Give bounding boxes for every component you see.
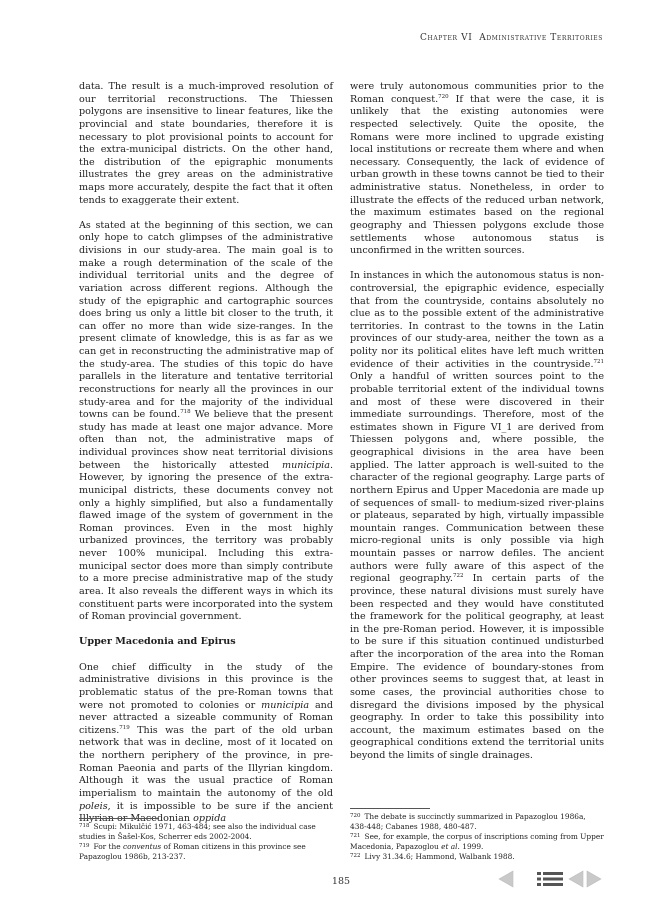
right-column [350, 81, 604, 775]
footnote-ref[interactable]: 721 [593, 358, 604, 365]
footnote: $^{720}$ The debate is succinctly summarized in Papazoglou 1986a, 438-448; Cabanes 1988, 480-487. [350, 812, 586, 831]
footnote: $^{721}$ See, for example, the corpus of inscriptions coming from Upper Macedonia, Papazoglou et al. 1999. [350, 832, 604, 851]
footnote-ref[interactable]: 720 [438, 93, 449, 100]
table-of-contents-icon[interactable] [537, 872, 563, 886]
section-heading: Upper Macedonia and Epirus [79, 636, 236, 648]
page-navigation [497, 868, 607, 890]
paragraph: As stated at the beginning of this section, we can only hope to catch glimpses of the administrative divisions in our study-area. The main goal is to make a rough determination of the scale of the individual territorial units and the degree of variation across different regions. Although the study of the epigraphic and cartographic sources does bring us only a little bit closer to the truth, it can offer no more than wide size-ranges. In the present climate of knowledge, this is as far as we can get in reconstructing the administrative map of the study-area. The studies of this topic do have parallels in the literature and tentative territorial reconstructions for nearly all the provinces in our study-area and for the majority of the individual towns can be found.$^{718}$ We believe that the present study has made at least one major advance. More often than not, the administrative maps of individual provinces show neat territorial divisions between the historically attested municipia. However, by ignoring the presence of the extra-municipal districts, these documents convey not only a highly simplified, but also a fundamentally flawed image of the system of government in the Roman provinces. Even in the most highly urbanized provinces, the territory was probably never 100% municipal. Including this extra-municipal sector does more than simply contribute to a more precise administrative map of the study area. It also reveals the different ways in which its constituent parts were incorporated into the system of Roman provincial government. [79, 219, 333, 623]
page-number: 185 [331, 876, 351, 887]
paragraph: were truly autonomous communities prior to the Roman conquest.$^{720}$ If that were the case, it is unlikely that the existing autonomies were respected selectively. Quite the oposite, the Romans were more inclined to upgrade existing local institutions or recreate them where and when necessary. Consequently, the lack of evidence of urban growth in these towns cannot be tied to their administrative status. Nonetheless, in order to illustrate the effects of the reduced urban network, the maximum estimates based on the regional geography and Thiessen polygons exclude those settlements whose autonomous status is unconfirmed in the written sources. [350, 81, 604, 257]
footnotes-right [350, 808, 604, 863]
paragraph: One chief difficulty in the study of the administrative divisions in this province is the problematic status of the pre-Roman towns that were not promoted to colonies or municipia and never attracted a sizeable community of Roman citizens.$^{719}$ This was the part of the old urban network that was in decline, most of it located on the northern periphery of the province, in pre-Roman Paeonia and parts of the Illyrian kingdom. Although it was the usual practice of Roman imperialism to maintain the autonomy of the old poleis, it is impossible to be sure if the ancient Illyrian or Macedonian oppida [79, 661, 333, 825]
running-header [420, 33, 603, 43]
chapter-label: Chapter VI [420, 33, 473, 43]
footnote-rule [350, 808, 430, 809]
next-page-icon[interactable] [587, 871, 601, 887]
chapter-title: Administrative Territories [479, 33, 603, 43]
paragraph: data. The result is a much-improved resolution of our territorial reconstructions. The Thiessen polygons are insensitive to linear features, like the provincial and state boundaries, therefore it is necessary to plot provisional points to account for the extra-municipal districts. On the other hand, the distribution of the epigraphic monuments illustrates the grey areas on the administrative maps more accurately, despite the fact that it often tends to exaggerate their extent. [79, 81, 333, 206]
previous-page-icon[interactable] [499, 871, 513, 887]
footnote: $^{719}$ For the conventus of Roman citizens in this province see Papazoglou 1986b, 213-237. [79, 842, 306, 861]
footnote: $^{718}$ Scupi: Mikulčić 1971, 463-484; see also the individual case studies in Šašel-Kos, Scherrer eds 2002-2004. [79, 822, 316, 841]
left-column [79, 81, 333, 838]
back-icon[interactable] [569, 871, 583, 887]
footnote-ref[interactable]: 719 [119, 724, 130, 731]
footnote-ref[interactable]: 722 [452, 573, 464, 580]
footnotes-left [79, 818, 333, 862]
paragraph: In instances in which the autonomous status is non-controversial, the epigraphic evidence, especially that from the countryside, contains absolutely no clue as to the possible extent of the administrative territories. In contrast to the towns in the Latin provinces of our study-area, neither the town as a polity nor its political elites have left much written evidence of their activities in the countryside.$^{721}$ Only a handful of written sources point to the probable territorial extent of the individual towns and most of these were discovered in their immediate surroundings. Therefore, most of the estimates shown in Figure VI_1 are derived from Thiessen polygons and, where possible, the geographical divisions in the area have been applied. The latter approach is well-suited to the character of the regional geography. Large parts of northern Epirus and Upper Macedonia are made up of sequences of small- to medium-sized river-plains or plateaus, separated by high, virtually impassible mountain ranges. Communication between these micro-regional units is only possible via high mountain passes or narrow defiles. The ancient authors were fully aware of this aspect of the regional geography.$^{722}$ In certain parts of the province, these natural divisions must surely have been respected and they would have constituted the framework for the political geography, at least in the pre-Roman period. However, it is impossible to be sure if this situation continued undisturbed after the incorporation of the area into the Roman Empire. The evidence of boundary-stones from other provinces seems to suggest that, at least in some cases, the provincial authorities chose to disregard the divisions imposed by the physical geography. In order to take this possibility into account, the maximum estimates based on the geographical conditions extend the territorial units beyond the limits of single drainages. [350, 270, 604, 762]
footnote: $^{722}$ Livy 31.34.6; Hammond, Walbank 1988. [350, 852, 515, 862]
footnote-rule [79, 818, 159, 819]
footnote-ref[interactable]: 718 [180, 409, 191, 416]
